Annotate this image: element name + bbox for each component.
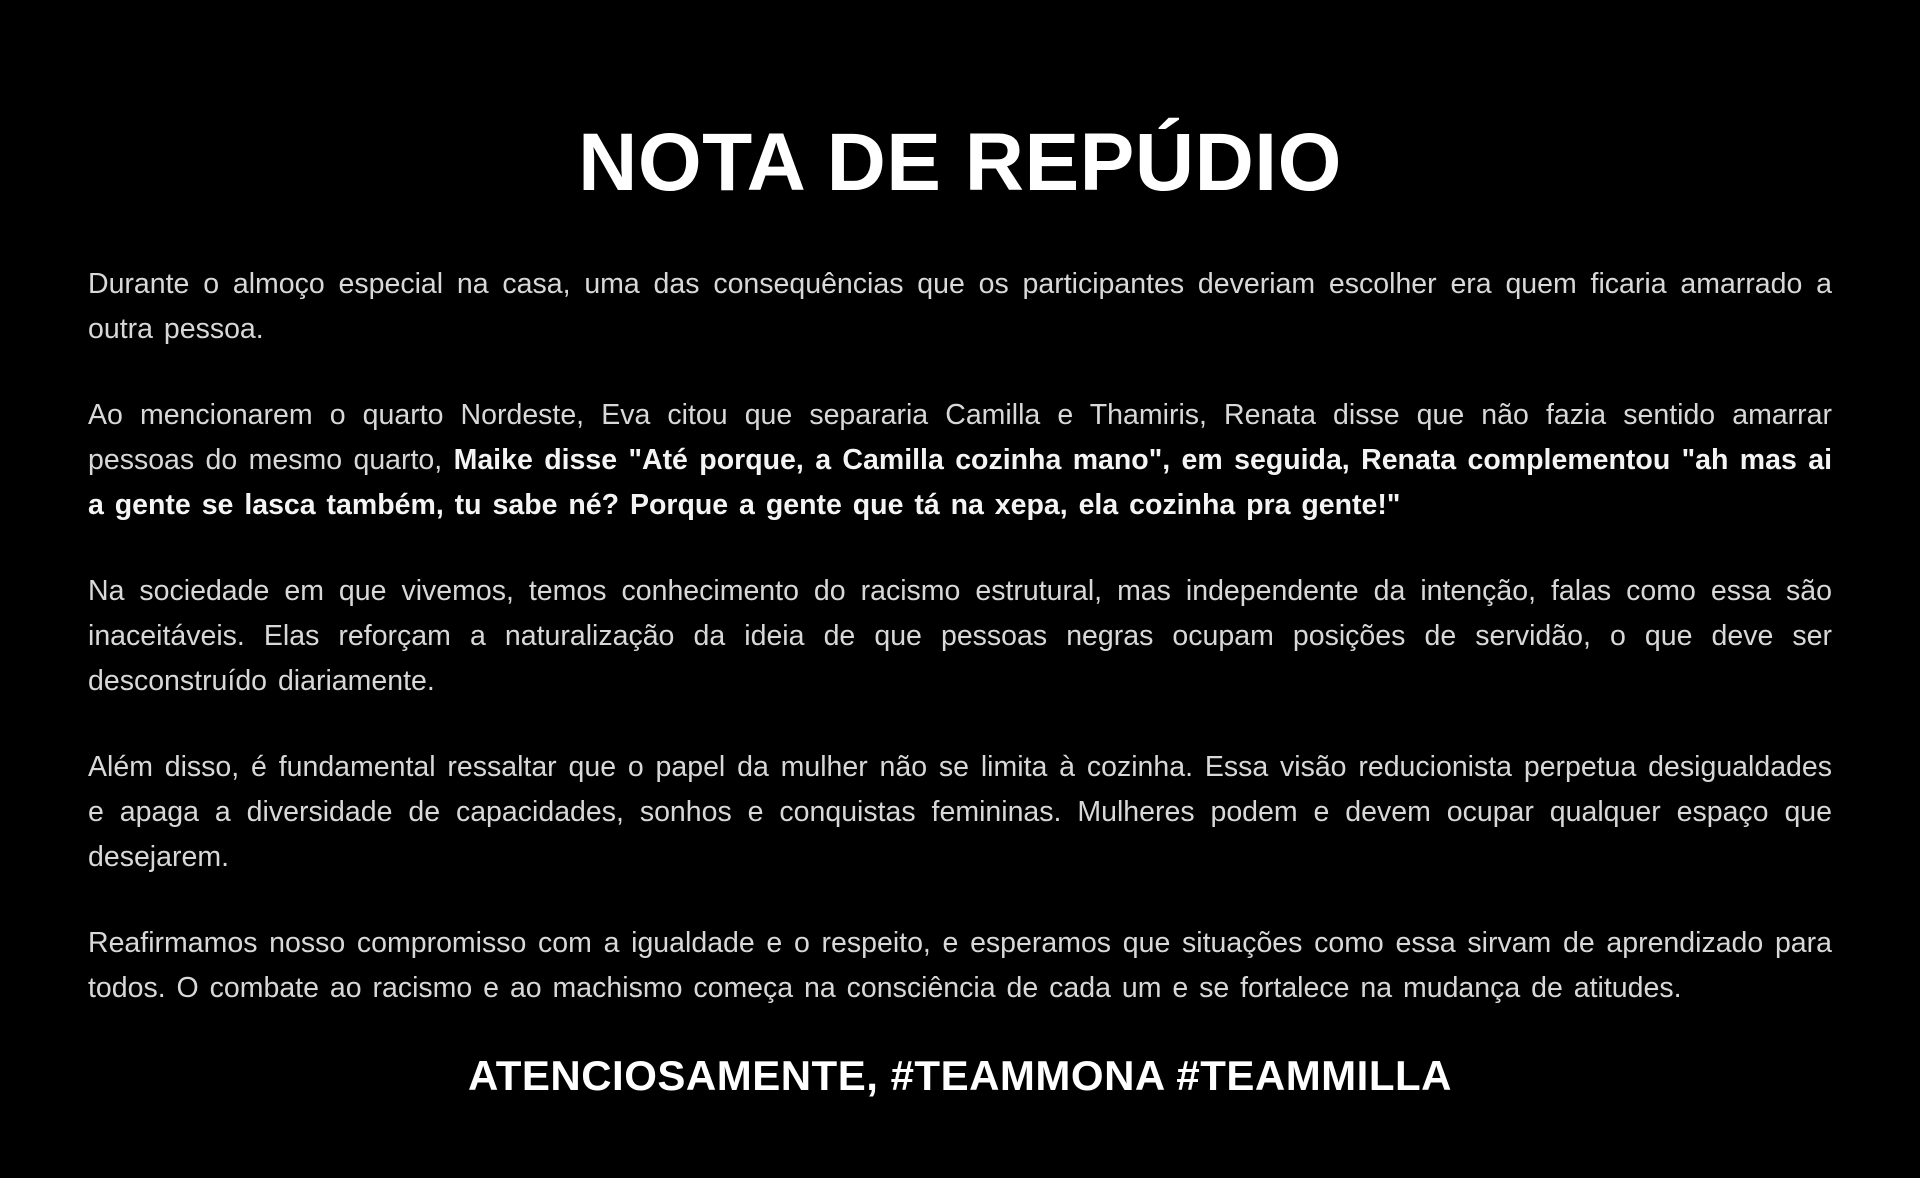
paragraph-women-text: Além disso, é fundamental ressaltar que o papel da mulher não se limita à cozinha. Essa visão reducionista perpetua desigualdades e apaga a diversidade de capacidades, sonhos e conquistas femininas. Mulheres podem e devem ocupar qualquer espaço que desejarem. bbox=[88, 751, 1832, 873]
paragraph-incident bbox=[88, 393, 1832, 528]
paragraph-intro bbox=[88, 262, 1832, 352]
paragraph-incident-quote: Maike disse "Até porque, a Camilla cozinha mano", em seguida, Renata complementou "ah mas ai a gente se lasca também, tu sabe né? Porque a gente que tá na xepa, ela cozinha pra gente!" bbox=[88, 444, 1832, 521]
paragraph-incident-text: Ao mencionarem o quarto Nordeste, Eva citou que separaria Camilla e Thamiris, Renata disse que não fazia sentido amarrar pessoas do mesmo quarto, bbox=[88, 399, 1832, 476]
paragraph-commitment-text: Reafirmamos nosso compromisso com a igualdade e o respeito, e esperamos que situações como essa sirvam de aprendizado para todos. O combate ao racismo e ao machismo começa na consciência de cada um e se fortalece na mudança de atitudes. bbox=[88, 927, 1832, 1004]
paragraph-intro-text: Durante o almoço especial na casa, uma das consequências que os participantes deveriam escolher era quem ficaria amarrado a outra pessoa. bbox=[88, 268, 1832, 345]
paragraph-racism-text: Na sociedade em que vivemos, temos conhecimento do racismo estrutural, mas independente da intenção, falas como essa são inaceitáveis. Elas reforçam a naturalização da ideia de que pessoas negras ocupam posições de servidão, o que deve ser desconstruído diariamente. bbox=[88, 575, 1832, 697]
page-title: NOTA DE REPÚDIO bbox=[578, 117, 1342, 208]
paragraph-women bbox=[88, 745, 1832, 880]
paragraph-commitment bbox=[88, 921, 1832, 1011]
paragraph-racism bbox=[88, 569, 1832, 704]
signature-line: ATENCIOSAMENTE, #TEAMMONA #TEAMMILLA bbox=[468, 1052, 1452, 1099]
